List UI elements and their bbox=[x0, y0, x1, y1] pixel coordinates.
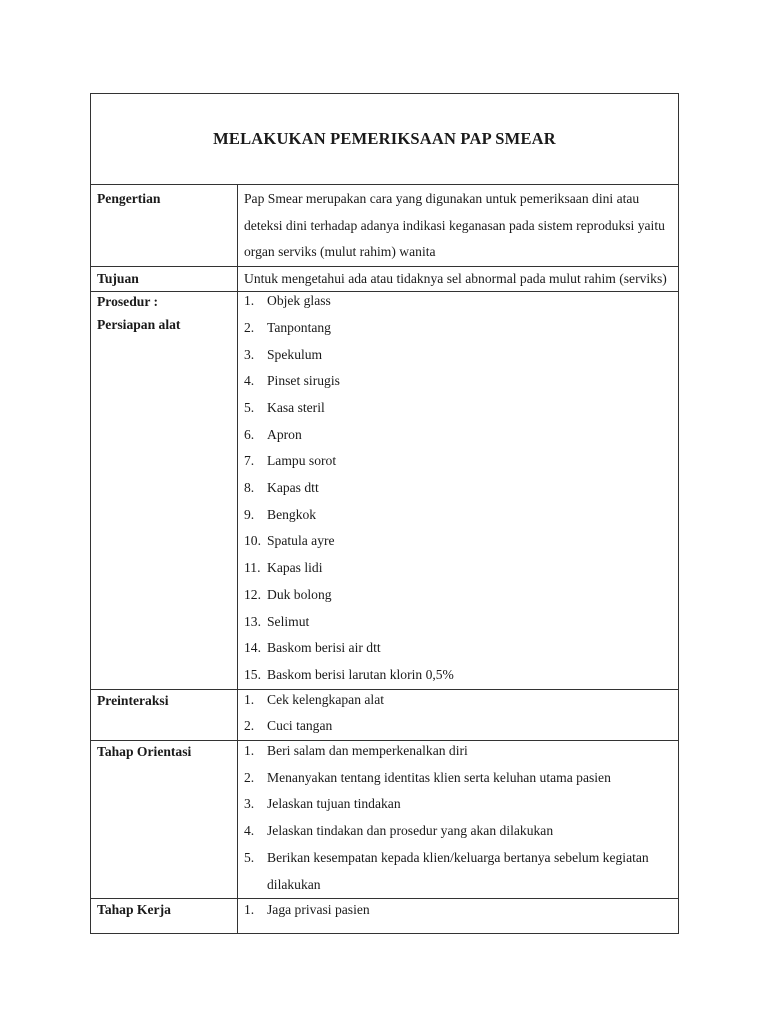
item-text: Beri salam dan memperkenalkan diri bbox=[267, 743, 468, 759]
content-cell bbox=[238, 741, 679, 899]
row-label-preinteraksi: Preinteraksi bbox=[97, 692, 169, 708]
item-text: Jelaskan tindakan dan prosedur yang akan dilakukan bbox=[267, 823, 554, 839]
content-cell bbox=[238, 292, 679, 690]
item-text: Spatula ayre bbox=[267, 533, 335, 549]
list-item bbox=[244, 582, 678, 609]
item-number: 5. bbox=[244, 849, 255, 865]
list-item bbox=[244, 738, 678, 765]
procedure-table bbox=[90, 93, 679, 934]
item-number: 4. bbox=[244, 823, 255, 839]
row-kerja bbox=[91, 899, 679, 934]
item-number: 3. bbox=[244, 346, 255, 362]
list-item bbox=[244, 687, 678, 714]
item-number: 1. bbox=[244, 902, 255, 918]
row-label-prosedur: Prosedur : bbox=[97, 294, 159, 310]
list-item bbox=[244, 555, 678, 582]
list-item bbox=[244, 713, 678, 740]
item-number: 12. bbox=[244, 586, 261, 602]
item-number: 2. bbox=[244, 319, 255, 335]
item-text: Kasa steril bbox=[267, 399, 325, 415]
item-number: 15. bbox=[244, 666, 261, 682]
item-text: Cuci tangan bbox=[267, 718, 333, 734]
list-item bbox=[244, 368, 678, 395]
list-item bbox=[244, 765, 678, 792]
item-number: 5. bbox=[244, 399, 255, 415]
content-cell bbox=[238, 899, 679, 934]
preinteraction-list bbox=[244, 687, 678, 740]
row-prosedur bbox=[91, 292, 679, 690]
item-text: Kapas lidi bbox=[267, 560, 323, 576]
list-item bbox=[244, 662, 678, 689]
list-item bbox=[244, 502, 678, 529]
item-text: Berikan kesempatan kepada klien/keluarga bertanya sebelum kegiatan dilakukan bbox=[267, 849, 649, 892]
label-cell bbox=[91, 741, 238, 899]
equipment-list bbox=[244, 288, 678, 689]
item-text: Kapas dtt bbox=[267, 480, 319, 496]
item-text: Baskom berisi larutan klorin 0,5% bbox=[267, 666, 454, 682]
list-item bbox=[244, 475, 678, 502]
list-item bbox=[244, 899, 678, 921]
list-item bbox=[244, 791, 678, 818]
list-item bbox=[244, 395, 678, 422]
title-row bbox=[91, 94, 679, 185]
item-number: 11. bbox=[244, 560, 261, 576]
item-number: 8. bbox=[244, 480, 255, 496]
item-number: 13. bbox=[244, 613, 261, 629]
content-cell bbox=[238, 185, 679, 267]
item-number: 1. bbox=[244, 743, 255, 759]
list-item bbox=[244, 818, 678, 845]
item-text: Pinset sirugis bbox=[267, 373, 340, 389]
list-item bbox=[244, 609, 678, 636]
item-text: Jelaskan tujuan tindakan bbox=[267, 796, 401, 812]
item-text: Menanyakan tentang identitas klien serta keluhan utama pasien bbox=[267, 769, 611, 785]
row-label-orientasi: Tahap Orientasi bbox=[97, 744, 192, 760]
label-cell bbox=[91, 185, 238, 267]
tujuan-text: Untuk mengetahui ada atau tidaknya sel abnormal pada mulut rahim (serviks) bbox=[244, 271, 667, 287]
list-item bbox=[244, 635, 678, 662]
row-label-persiapan-alat: Persiapan alat bbox=[97, 317, 181, 333]
document-title: MELAKUKAN PEMERIKSAAN PAP SMEAR bbox=[91, 94, 679, 185]
list-item bbox=[244, 528, 678, 555]
item-text: Selimut bbox=[267, 613, 310, 629]
row-orientasi bbox=[91, 741, 679, 899]
row-label-kerja: Tahap Kerja bbox=[97, 902, 171, 918]
item-number: 14. bbox=[244, 640, 261, 656]
row-label-pengertian: Pengertian bbox=[97, 191, 161, 206]
item-text: Apron bbox=[267, 426, 302, 442]
list-item bbox=[244, 422, 678, 449]
item-number: 1. bbox=[244, 691, 255, 707]
list-item bbox=[244, 288, 678, 315]
list-item bbox=[244, 448, 678, 475]
content-cell bbox=[238, 689, 679, 740]
work-steps-list bbox=[244, 899, 678, 921]
list-item bbox=[244, 342, 678, 369]
row-preinteraksi bbox=[91, 689, 679, 740]
item-number: 9. bbox=[244, 506, 255, 522]
item-text: Lampu sorot bbox=[267, 453, 337, 469]
label-cell bbox=[91, 292, 238, 690]
list-item bbox=[244, 845, 678, 898]
orientation-list bbox=[244, 738, 678, 898]
row-label-tujuan: Tujuan bbox=[97, 271, 139, 287]
list-item bbox=[244, 315, 678, 342]
item-number: 1. bbox=[244, 293, 255, 309]
item-number: 2. bbox=[244, 718, 255, 734]
item-number: 6. bbox=[244, 426, 255, 442]
item-text: Baskom berisi air dtt bbox=[267, 640, 381, 656]
item-text: Spekulum bbox=[267, 346, 323, 362]
pengertian-text: Pap Smear merupakan cara yang digunakan untuk pemeriksaan dini atau deteksi dini terhadap adanya indikasi keganasan pada sistem reproduksi yaitu organ serviks (mulut rahim) wanita bbox=[244, 191, 665, 260]
item-text: Bengkok bbox=[267, 506, 317, 522]
item-text: Objek glass bbox=[267, 293, 331, 309]
item-text: Cek kelengkapan alat bbox=[267, 691, 385, 707]
item-number: 10. bbox=[244, 533, 261, 549]
item-text: Jaga privasi pasien bbox=[267, 902, 370, 918]
item-text: Tanpontang bbox=[267, 319, 331, 335]
item-number: 2. bbox=[244, 769, 255, 785]
item-number: 4. bbox=[244, 373, 255, 389]
item-number: 7. bbox=[244, 453, 255, 469]
row-pengertian bbox=[91, 185, 679, 267]
item-number: 3. bbox=[244, 796, 255, 812]
label-cell bbox=[91, 689, 238, 740]
label-cell bbox=[91, 899, 238, 934]
item-text: Duk bolong bbox=[267, 586, 332, 602]
label-cell bbox=[91, 267, 238, 292]
